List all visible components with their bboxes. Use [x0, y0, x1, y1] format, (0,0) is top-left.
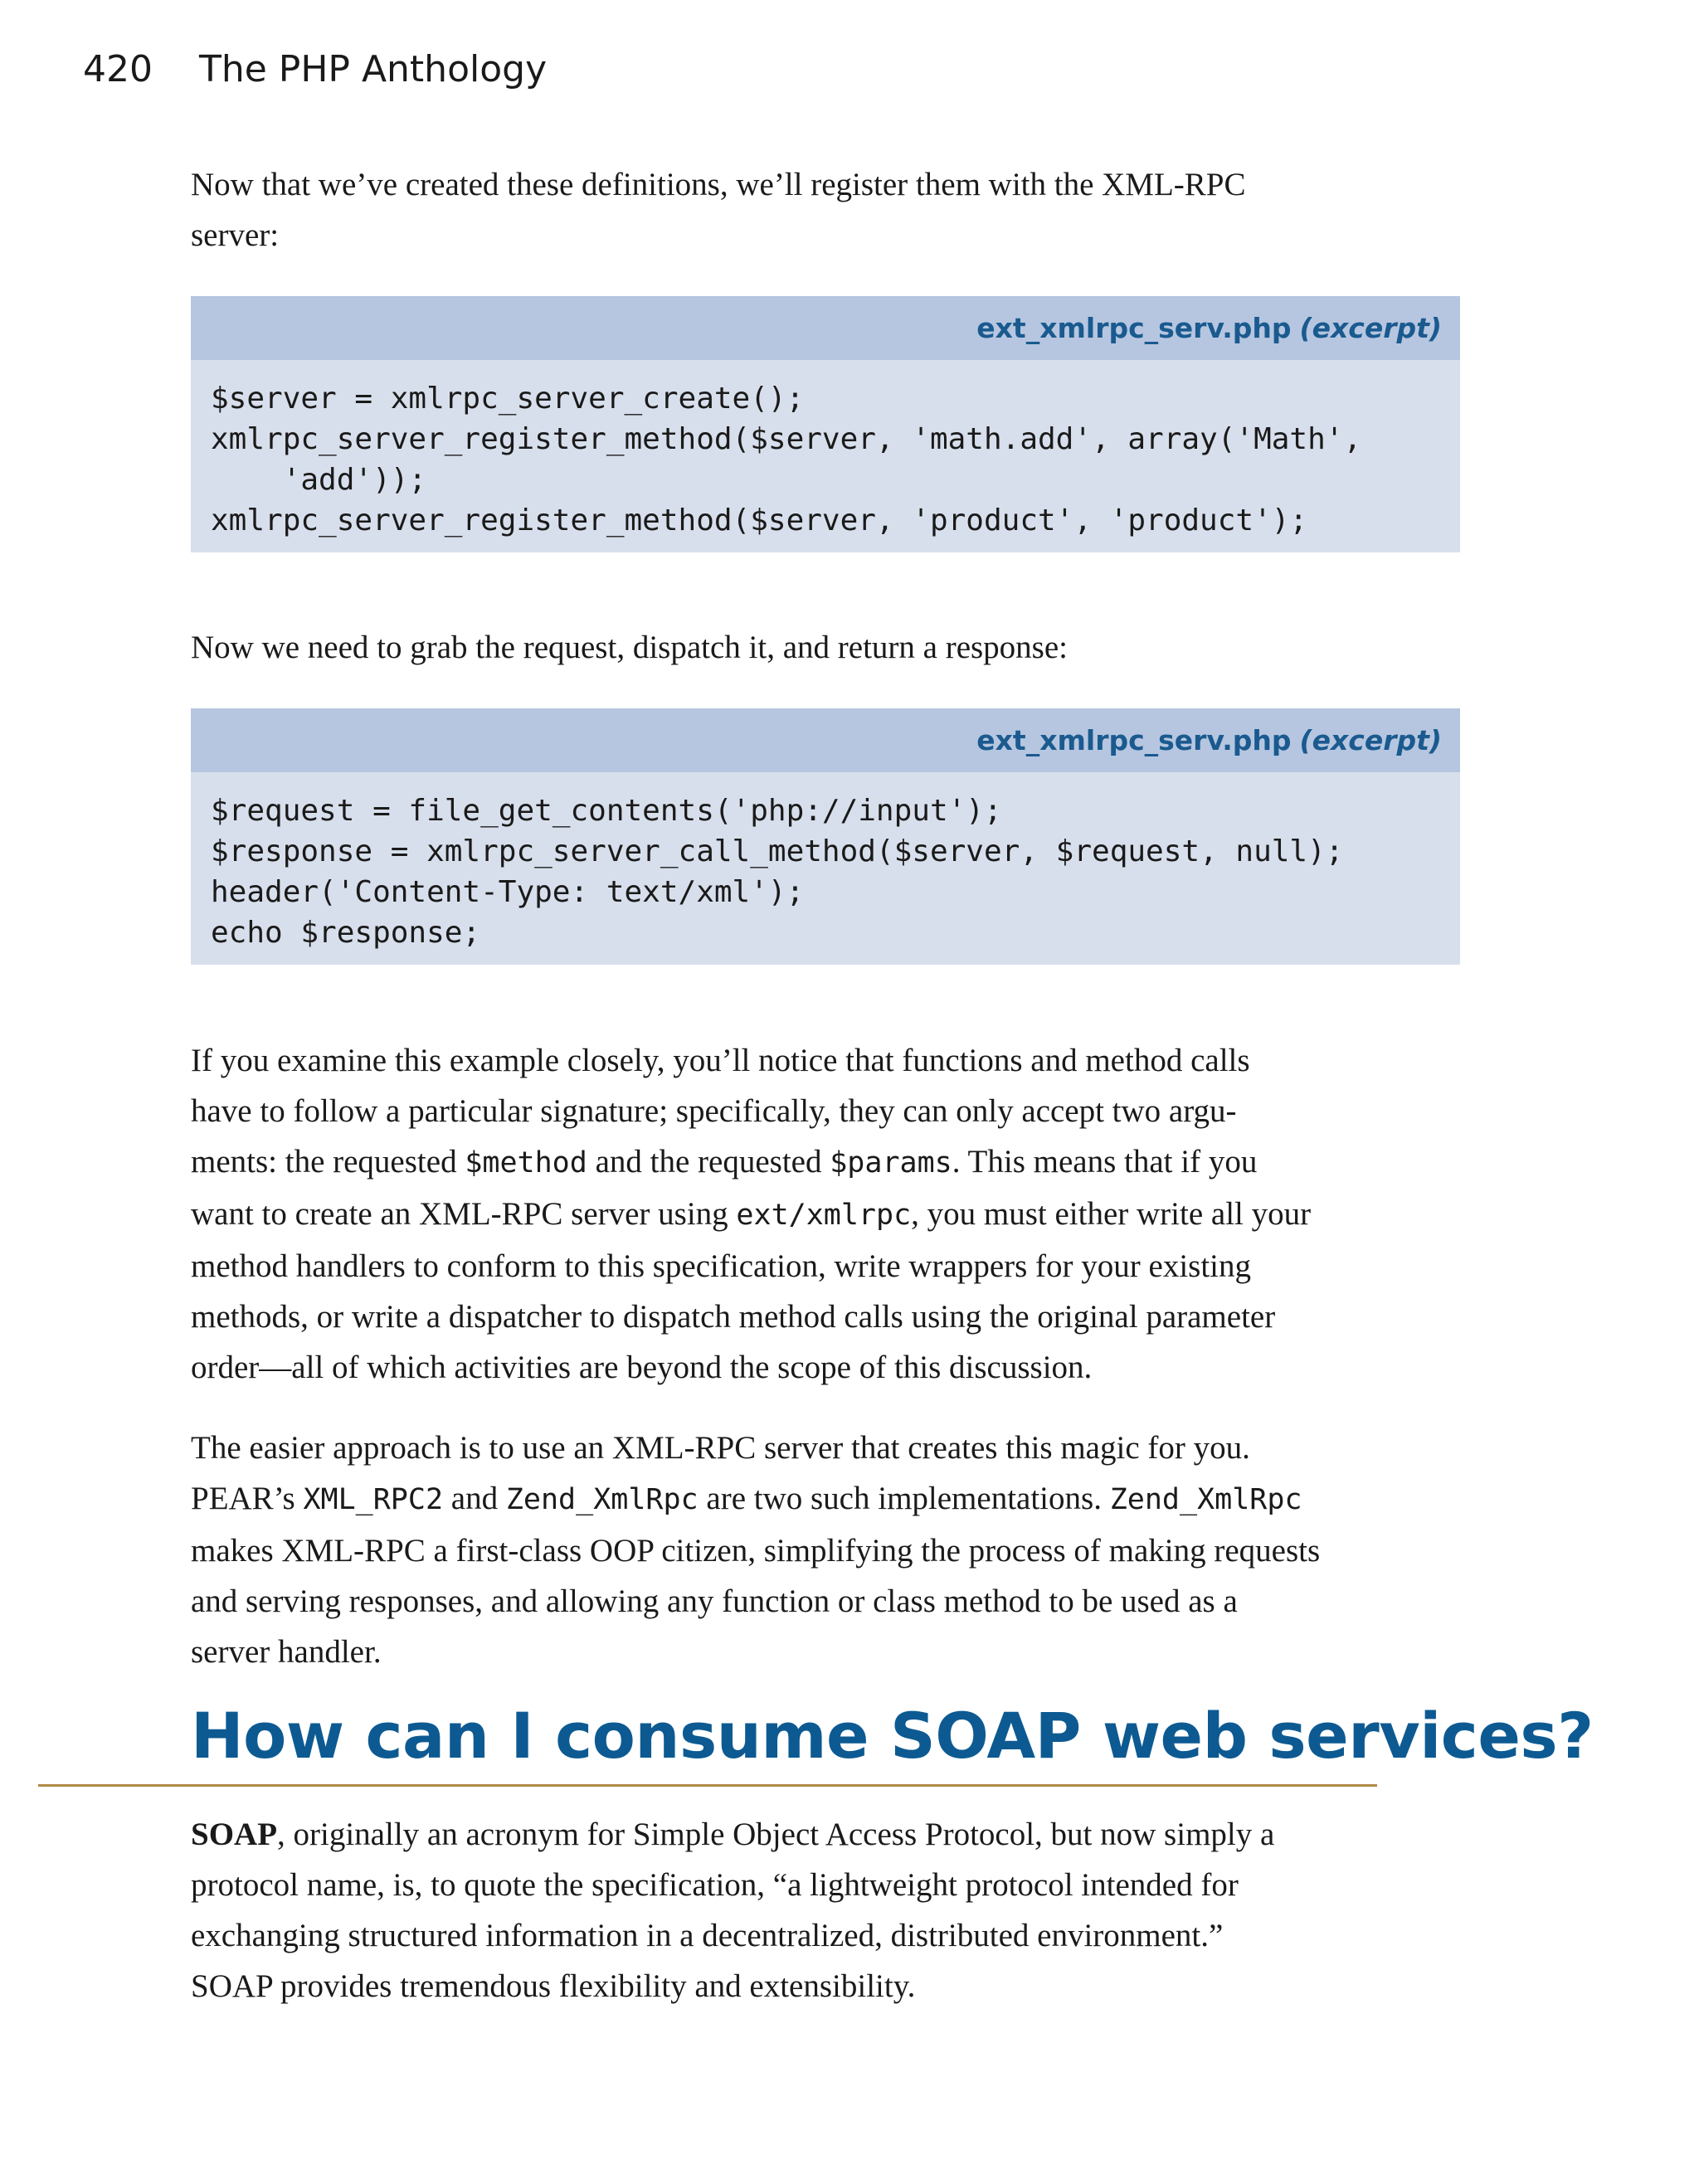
- code-line: echo $response;: [211, 916, 481, 950]
- text-segment: and: [443, 1481, 506, 1516]
- section-heading: How can I consume SOAP web services?: [191, 1699, 1594, 1773]
- text-line: have to follow a particular signature; specifically, they can only accept two argu-: [191, 1093, 1237, 1129]
- inline-code: ext/xmlrpc: [736, 1199, 912, 1232]
- text-segment: PEAR’s: [191, 1481, 304, 1516]
- text-line: method handlers to conform to this specification, write wrappers for your existing: [191, 1248, 1252, 1284]
- paragraph-intro-dispatch: [191, 622, 1460, 673]
- page-number: 420: [83, 48, 153, 90]
- code-listing-register: [191, 296, 1460, 552]
- code-line: xmlrpc_server_register_method($server, 'math.add', array('Math',: [211, 422, 1362, 456]
- paragraph-intro-register: [191, 159, 1460, 260]
- text-line: order—all of which activities are beyond the scope of this discussion.: [191, 1350, 1093, 1385]
- text-line: Now that we’ve created these definitions, we’ll register them with the XML-RPC: [191, 167, 1246, 202]
- inline-code: Zend_XmlRpc: [1109, 1483, 1302, 1516]
- text-line: If you examine this example closely, you’ll notice that functions and method calls: [191, 1043, 1250, 1078]
- text-line: makes XML-RPC a first-class OOP citizen, simplifying the process of making requests: [191, 1533, 1321, 1569]
- code-line: $request = file_get_contents('php://input');: [211, 794, 1002, 828]
- code-line: 'add'));: [211, 463, 427, 497]
- code-body: [191, 360, 1460, 552]
- code-line: $response = xmlrpc_server_call_method($server, $request, null);: [211, 834, 1344, 868]
- text-line: exchanging structured information in a decentralized, distributed environment.”: [191, 1918, 1224, 1953]
- paragraph-soap-definition: [191, 1809, 1460, 2011]
- text-line: methods, or write a dispatcher to dispatch method calls using the original parameter: [191, 1299, 1276, 1335]
- paragraph-easier-approach: [191, 1423, 1460, 1677]
- text-line: protocol name, is, to quote the specification, “a lightweight protocol intended for: [191, 1867, 1239, 1903]
- text-line: SOAP provides tremendous flexibility and extensibility.: [191, 1968, 916, 2004]
- book-title: The PHP Anthology: [198, 48, 548, 90]
- code-excerpt-label: (excerpt): [1299, 724, 1442, 756]
- text-segment: , you must either write all your: [911, 1196, 1312, 1232]
- code-excerpt-label: (excerpt): [1299, 312, 1442, 344]
- inline-code: Zend_XmlRpc: [505, 1483, 699, 1516]
- inline-code: XML_RPC2: [303, 1483, 444, 1516]
- text-segment: are two such implementations.: [698, 1481, 1110, 1516]
- text-segment: . This means that if you: [952, 1144, 1258, 1180]
- code-line: header('Content-Type: text/xml');: [211, 875, 805, 909]
- text-segment: want to create an XML-RPC server using: [191, 1196, 737, 1232]
- inline-code: $params: [830, 1146, 952, 1180]
- text-segment: ments: the requested: [191, 1144, 465, 1180]
- text-line: server:: [191, 217, 280, 253]
- code-filename: ext_xmlrpc_serv.php: [976, 312, 1292, 344]
- code-line: xmlrpc_server_register_method($server, 'product', 'product');: [211, 503, 1308, 537]
- text-segment: , originally an acronym for Simple Object Access Protocol, but now simply a: [277, 1817, 1275, 1852]
- code-body: [191, 772, 1460, 965]
- text-segment: and the requested: [587, 1144, 830, 1180]
- bold-term: SOAP: [191, 1817, 278, 1852]
- text-line: server handler.: [191, 1634, 382, 1670]
- heading-underline-rule: [38, 1784, 1377, 1787]
- text-line: The easier approach is to use an XML-RPC server that creates this magic for you.: [191, 1430, 1250, 1466]
- text-line: and serving responses, and allowing any function or class method to be used as a: [191, 1583, 1238, 1619]
- inline-code: $method: [465, 1146, 587, 1180]
- code-listing-caption: [191, 296, 1460, 360]
- running-header: [83, 48, 547, 90]
- code-listing-dispatch: [191, 708, 1460, 965]
- code-line: $server = xmlrpc_server_create();: [211, 382, 805, 416]
- code-filename: ext_xmlrpc_serv.php: [976, 724, 1292, 756]
- paragraph-signature: [191, 1035, 1460, 1393]
- code-listing-caption: [191, 708, 1460, 772]
- text-line: Now we need to grab the request, dispatch it, and return a response:: [191, 630, 1068, 665]
